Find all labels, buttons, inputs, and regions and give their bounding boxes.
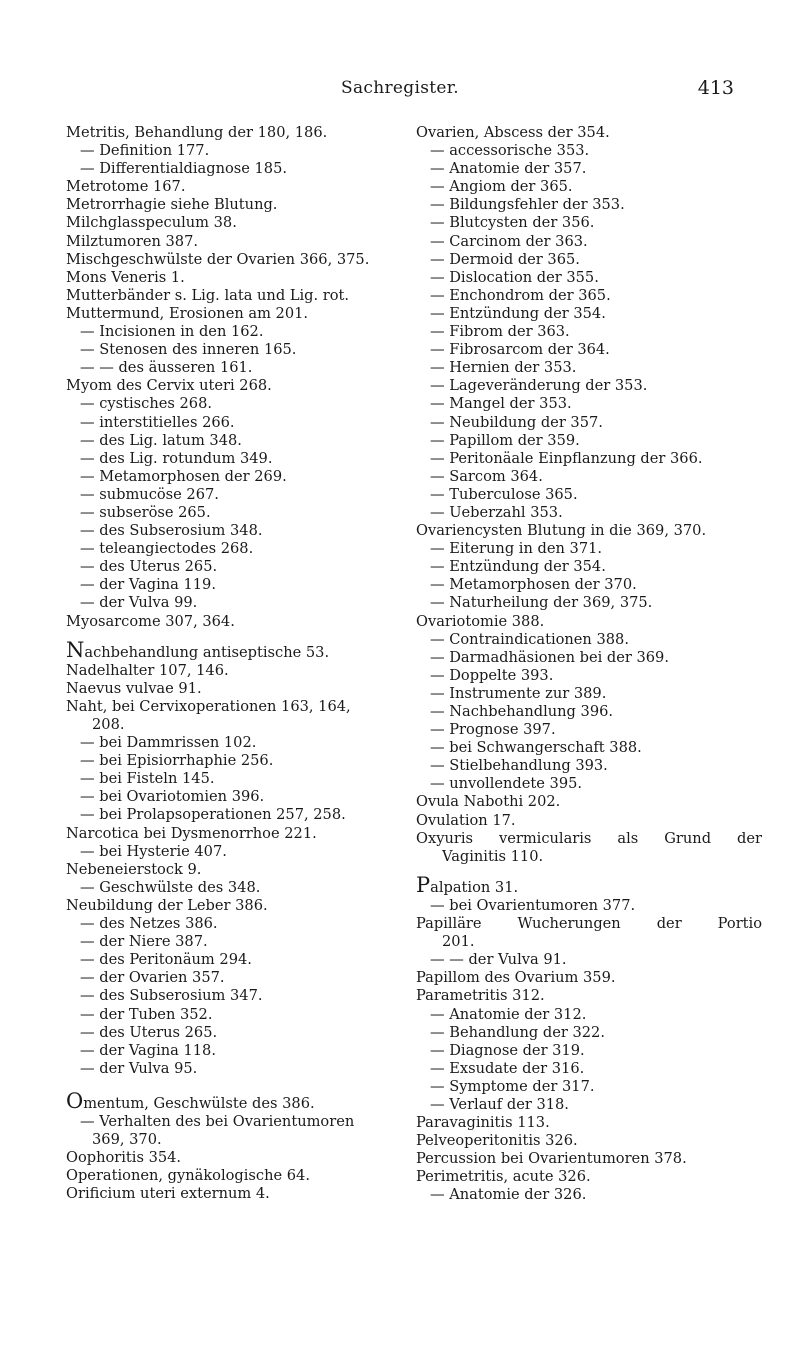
index-subentry: — teleangiectodes 268. [80, 540, 254, 558]
index-subentry: — bei Fisteln 145. [80, 770, 215, 788]
index-subentry: — Diagnose der 319. [430, 1041, 585, 1059]
index-entry: Ovula Nabothi 202. [416, 793, 561, 811]
index-entry-continuation: 208. [92, 716, 125, 733]
index-subentry: — unvollendete 395. [430, 775, 583, 793]
index-entry: Mutterbänder s. Lig. lata und Lig. rot. [66, 286, 350, 304]
index-subentry: — Definition 177. [80, 142, 210, 160]
index-entry: Myom des Cervix uteri 268. [66, 377, 272, 395]
index-subentry: — Blutcysten der 356. [430, 214, 595, 232]
index-subentry: — der Ovarien 357. [80, 969, 225, 987]
index-entry: Ovariotomie 388. [416, 612, 545, 630]
section-gap [416, 866, 762, 876]
index-entry: Paravaginitis 113. [416, 1114, 550, 1132]
index-entry: Perimetritis, acute 326. [416, 1168, 591, 1186]
index-subentry: — submucöse 267. [80, 485, 219, 503]
index-entry: Metrotome 167. [66, 178, 186, 196]
index-subentry: — Anatomie der 326. [430, 1186, 587, 1204]
index-subentry: — Stenosen des inneren 165. [80, 341, 297, 359]
index-column-left [66, 124, 406, 1203]
index-subentry: — Anatomie der 312. [430, 1005, 587, 1023]
index-subentry: — des Uterus 265. [80, 1023, 218, 1041]
index-subentry: — Bildungsfehler der 353. [430, 196, 625, 214]
index-subentry: — des Subserosium 348. [80, 522, 263, 540]
index-entry: Papillom des Ovarium 359. [416, 969, 616, 987]
index-entry: Naht, bei Cervixoperationen 163, 164, [66, 697, 351, 715]
index-subentry: — Entzündung der 354. [430, 558, 606, 576]
index-subentry: — Stielbehandlung 393. [430, 757, 608, 775]
index-subentry: — Lageveränderung der 353. [430, 377, 648, 395]
index-subentry: — accessorische 353. [430, 142, 590, 160]
index-subentry: — Dermoid der 365. [430, 250, 580, 268]
index-subentry: — bei Hysterie 407. [80, 842, 227, 860]
index-subentry: — Naturheilung der 369, 375. [430, 594, 653, 612]
index-entry: Operationen, gynäkologische 64. [66, 1167, 310, 1185]
index-subentry: — Papillom der 359. [430, 431, 580, 449]
index-entry: Metrorrhagie siehe Blutung. [66, 196, 278, 214]
index-subentry: — der Niere 387. [80, 933, 208, 951]
index-subentry: — Exsudate der 316. [430, 1059, 585, 1077]
index-entry: Parametritis 312. [416, 987, 545, 1005]
section-initial-letter: N [66, 637, 85, 662]
index-subentry: — des Netzes 386. [80, 915, 218, 933]
index-subentry: — der Tuben 352. [80, 1005, 213, 1023]
index-entry: Oophoritis 354. [66, 1149, 182, 1167]
index-subentry: — cystisches 268. [80, 395, 212, 413]
index-subentry: — Geschwülste des 348. [80, 878, 261, 896]
section-initial-letter: P [416, 872, 431, 897]
index-entry: Neubildung der Leber 386. [66, 896, 268, 914]
index-subentry: — Enchondrom der 365. [430, 286, 611, 304]
index-subentry: — Fibrom der 363. [430, 323, 570, 341]
index-entry: Nachbehandlung antiseptische 53. [66, 637, 330, 662]
index-subentry: — bei Ovarientumoren 377. [430, 896, 636, 914]
index-subentry: — Incisionen in den 162. [80, 323, 264, 341]
index-entry: Milchglasspeculum 38. [66, 214, 237, 232]
index-subentry: — Nachbehandlung 396. [430, 703, 614, 720]
index-subentry: — Verlauf der 318. [430, 1095, 569, 1113]
index-subentry: — interstitielles 266. [80, 413, 235, 431]
index-subentry: — des Uterus 265. [80, 558, 218, 576]
index-subentry: — Instrumente zur 389. [430, 684, 607, 702]
index-subentry: — Dislocation der 355. [430, 268, 599, 286]
index-entry: Ovariencysten Blutung in die 369, 370. [416, 522, 707, 540]
index-subentry: — des Subserosium 347. [80, 987, 263, 1005]
index-subentry: — Mangel der 353. [430, 395, 572, 413]
running-title: Sachregister. [341, 78, 459, 98]
index-column-right [416, 124, 762, 1205]
index-entry: Ovarien, Abscess der 354. [416, 124, 610, 141]
index-entry: Papilläre Wucherungen der Portio [416, 915, 762, 933]
index-subentry: — Carcinom der 363. [430, 232, 588, 250]
section-initial-letter: O [66, 1088, 84, 1113]
index-entry: Muttermund, Erosionen am 201. [66, 304, 309, 322]
index-subentry: — des Lig. rotundum 349. [80, 449, 273, 467]
index-entry: Palpation 31. [416, 872, 519, 897]
index-subentry: — Peritonäale Einpflanzung der 366. [430, 449, 703, 467]
index-subentry: — bei Dammrissen 102. [80, 734, 257, 752]
index-subentry: — Darmadhäsionen bei der 369. [430, 648, 669, 666]
index-subentry: — Doppelte 393. [430, 666, 554, 684]
index-entry: Narcotica bei Dysmenorrhoe 221. [66, 824, 317, 842]
index-subentry: — des Peritonäum 294. [80, 951, 252, 969]
index-subentry: — Entzündung der 354. [430, 304, 606, 322]
index-entry-continuation: 201. [442, 933, 475, 951]
index-subentry: — bei Schwangerschaft 388. [430, 739, 642, 757]
index-subentry: — bei Ovariotomien 396. [80, 788, 265, 806]
index-subentry: — des Lig. latum 348. [80, 431, 242, 449]
index-subentry: — der Vulva 95. [80, 1059, 198, 1077]
index-subentry: — Fibrosarcom der 364. [430, 341, 610, 359]
index-subentry: — bei Prolapsoperationen 257, 258. [80, 806, 346, 824]
index-subentry: — Contraindicationen 388. [430, 630, 629, 648]
index-subentry: — Ueberzahl 353. [430, 503, 563, 521]
index-entry: Myosarcome 307, 364. [66, 612, 235, 630]
index-subentry: — Symptome der 317. [430, 1077, 595, 1095]
section-gap [66, 631, 406, 641]
index-entry: Naevus vulvae 91. [66, 679, 202, 697]
index-entry: Metritis, Behandlung der 180, 186. [66, 124, 328, 141]
index-subentry: — Metamorphosen der 370. [430, 576, 637, 594]
index-subentry: — der Vulva 99. [80, 594, 198, 612]
section-gap [66, 1078, 406, 1092]
index-subentry: — Eiterung in den 371. [430, 540, 603, 558]
index-entry: Omentum, Geschwülste des 386. [66, 1088, 315, 1113]
index-entry: Mons Veneris 1. [66, 268, 185, 286]
index-subentry: — — der Vulva 91. [430, 951, 567, 969]
index-subentry: — Angiom der 365. [430, 178, 573, 196]
index-entry: Ovulation 17. [416, 811, 516, 829]
index-entry: Mischgeschwülste der Ovarien 366, 375. [66, 250, 370, 268]
index-subentry: — Sarcom 364. [430, 467, 543, 485]
index-subentry: — Metamorphosen der 269. [80, 467, 287, 485]
index-entry: Percussion bei Ovarientumoren 378. [416, 1150, 687, 1168]
index-subentry: — Hernien der 353. [430, 359, 577, 377]
index-subentry: — — des äusseren 161. [80, 359, 253, 377]
index-subentry: — Neubildung der 357. [430, 413, 603, 431]
page-number: 413 [697, 77, 734, 99]
index-entry: Nadelhalter 107, 146. [66, 661, 229, 679]
index-subentry: — der Vagina 119. [80, 576, 216, 594]
index-entry: Nebeneierstock 9. [66, 860, 202, 878]
index-subentry: — Behandlung der 322. [430, 1023, 605, 1041]
index-entry: Orificium uteri externum 4. [66, 1185, 270, 1203]
page-header [0, 78, 800, 108]
index-subentry: — bei Episiorrhaphie 256. [80, 752, 274, 770]
index-subentry: — Prognose 397. [430, 721, 556, 739]
index-entry-continuation: 369, 370. [92, 1131, 162, 1149]
index-entry: Pelveoperitonitis 326. [416, 1132, 578, 1150]
index-subentry: — der Vagina 118. [80, 1041, 216, 1059]
index-subentry: — Anatomie der 357. [430, 160, 587, 178]
index-subentry: — Differentialdiagnose 185. [80, 160, 288, 178]
index-entry-continuation: Vaginitis 110. [442, 847, 544, 865]
index-subentry: — Tuberculose 365. [430, 485, 578, 503]
index-entry: Milztumoren 387. [66, 232, 198, 250]
index-entry: Oxyuris vermicularis als Grund der [416, 829, 762, 847]
index-subentry: — subseröse 265. [80, 503, 211, 521]
index-subentry: — Verhalten des bei Ovarientumoren [80, 1112, 355, 1130]
